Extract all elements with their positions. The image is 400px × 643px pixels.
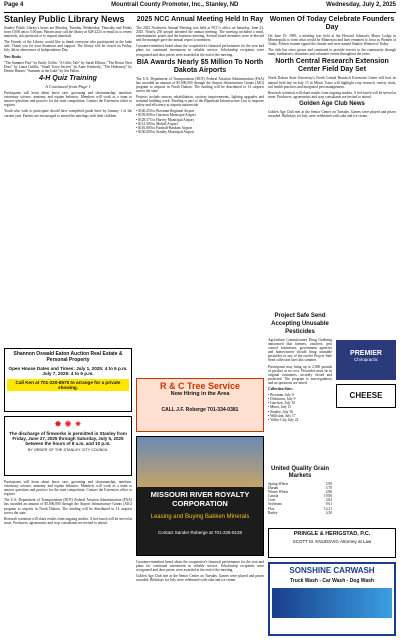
grain-markets-headline: United Quality Grain Markets [270,466,329,479]
shannon-title: Shannon Oswald Eaton Auction Real Estate & Personal Property [13,351,123,363]
airport-list-item: • $112,500 to Mohall Airport [136,121,178,126]
airport-list-item: • $116,000 to Parshall-Hankins Airport [136,125,193,130]
safe-send-headline: Project Safe Send Accepting Unusable Pesticides [271,313,329,335]
field-day-body-2: Research scientists will share results from ongoing studies. A free lunch will be served at noon. Producers, agronomists and crop consultants are invited to attend. [268,90,396,99]
quiz-body-2: Youth who wish to participate should have completed grade three by January 1 of the current year. Parents are encouraged to attend the meetings with their children. [4,109,132,118]
mrrc-phone: Contact Sander Roberge at 701-226-6128 [157,530,243,535]
library-body-2: The Friends of the Library would like to thank everyone who participated in the bake sale. Thank you for your donations and support. The library will be closed on Friday, July 4th in observance of Independence Day. [4,40,132,53]
safe-send-body-2: Participants may bring up to 2,000 pounds of product at no cost. Pesticides must be in original containers, securely closed and protected. The program is non-regulatory and no questions are asked. [268,364,332,385]
rc-title: R & C Tree Service [159,381,241,391]
ncc-headline: 2025 NCC Annual Meeting Held In Ray [136,16,264,23]
grain-price: 5.90 [325,482,332,486]
bottom-mid-text-2: Golden Age Club met at the Senior Center on Tuesday. Games were played and prizes awarded. Birthdays for July were celebrated with cake and ice cream. [136,574,264,583]
grain-row [268,511,332,515]
safe-send-site: • Stanley, July 16 [268,409,293,414]
grain-name: Barley [268,510,278,515]
safe-send-site: • Bowman, July 8 [268,393,294,398]
field-day-headline: North Central Research Extension Center Field Day Set [275,58,389,74]
shannon-phone: Call Ken at 701-220-8575 to arrange for a private showing. [7,379,129,391]
women-body-2: The club has since grown and continued to provide service to the community through many fundraisers, donations and volunteer events throughout the years. [268,48,396,57]
grain-name: Durum [268,486,279,491]
grain-markets [268,464,332,524]
grain-price: 9.61 [325,502,332,507]
grain-price: 4.86 [325,490,332,495]
grain-price: 3.82 [325,498,332,503]
lawyer-title: PRINGLE & HERIGSTAD, P.C. [293,531,371,537]
mrrc-subtitle: Leasing and Buying Bakken Minerals [150,514,250,520]
bottom-left-text: Participants will learn about horse care, grooming and showmanship, nutrition, veterinary science, anatomy and equine behavior. Members will work as a team to answer questions and practice for the state competition. Contact the Extension office to register. [4,480,132,497]
safe-send-site: • Valley City, July 22 [268,417,299,422]
grain-list [268,482,332,515]
mrrc-title: MISSOURI RIVER ROYALTY CORPORATION [150,490,250,508]
grain-name: Spring Wheat [268,482,288,486]
grain-price: 14.21 [323,506,332,511]
premier-title: PREMIER [350,350,382,357]
quiz-continued: A Continued from Page 1 [45,83,91,89]
new-books-list: "The Summer Pact" by Emily Giffin; "A Celtic Tale" by Sarah Ellison; "The House Next Door" by Laura Griffin; "Small Town Secrets" by Anne Kimberly; "The Hideaway" by Denise Hunter; "Summer at the Lake" by Jen Fallon. [4,60,132,73]
field-day-body-1: North Dakota State University's North Central Research Extension Center will host its annual field day on July 15 in Minot. Tours will highlight crop research, variety trials, soil health practices and integrated pest management. [268,76,396,89]
airport-body-1: The U.S. Department of Transportation (DOT) Federal Aviation Administration (FAA) has awarded an amount of $5,000,000 through the Airport Infrastructure Grants (AIG) program to airports in North Dakota. The funding will be distributed to 14 airports across the state. [136,76,264,93]
grain-price: 4.50 [325,510,332,515]
issue-date: Wednesday, July 2, 2025 [326,2,396,8]
bottom-mid-text: Customer-members heard about the cooperative's financial performance for the year and plans for continued investment in reliable service. Scholarship recipients were recognized and door prizes were awarded at the end of the meeting. [136,560,264,573]
column-safe-send [268,310,332,460]
bottom-left-text-2: The U.S. Department of Transportation (DOT) Federal Aviation Administration (FAA) has awarded an amount of $5,000,000 through the Airport Infrastructure Grants (AIG) program to airports in North Dakota. The funding will be distributed to 14 airports across the state. [4,498,132,515]
quiz-body-1: Participants will learn about horse care, grooming and showmanship, nutrition, veterinary science, anatomy and equine behavior. Members will work as a team to answer questions and practice for the state competition. Contact the Extension office to register. [4,91,132,108]
grain-name: Corn [268,498,276,503]
airport-headline: BIA Awards Nearly $5 Million To North Dakota Airports [136,58,264,74]
bottom-left-text-3: Research scientists will share results from ongoing studies. A free lunch will be served at noon. Producers, agronomists and crop consultants are invited to attend. [4,516,132,525]
ncc-body-2: Customer-members heard about the cooperative's financial performance for the year and plans for continued investment in reliable service. Scholarship recipients were recognized and door prizes were awarded at the end of the meeting. [136,44,264,57]
column-bottom-mid [136,560,264,636]
women-body-1: On June 19, 1985, a meeting was held at the Howard Johnson's Motor Lodge in Minneapolis to form what would be Minnesota and later renamed to Iowa as Women of Today. Fifteen women signed the charter and were named Stanley Women of Today. [268,34,396,47]
mrrc-ad [136,436,264,556]
women-headline: Women Of Today Celebrate Founders Day [269,16,395,31]
page-number: Page 4 [4,2,24,8]
safe-send-site: • Minot, July 15 [268,405,292,410]
safe-send-site: • Dickinson, July 9 [268,397,296,402]
sonshine-subtitle: Truck Wash - Car Wash - Dog Wash [290,578,374,584]
lawyer-ad [268,528,396,558]
premier-ad [336,340,396,380]
grain-name: Winter Wheat [268,490,289,495]
rc-phone: CALL J.F. Roberge 701-334-0381 [161,407,239,413]
grain-name: Soybeans [268,502,282,507]
page-header [4,2,396,13]
safe-send-body-1: Agriculture Commissioner Doug Goehring announced that farmers, ranchers, pest control businesses, government agencies and homeowners should bring unusable pesticides to any of the twelve Project Safe Send collection sites this summer. [268,338,332,363]
grain-name: Flax [268,506,275,511]
safe-send-list [268,393,332,422]
safe-send-site: • Williston, July 17 [268,413,296,418]
fireworks-icon: ✸ ✺ ✷ [54,419,82,429]
grain-price: 19.80 [323,494,332,499]
quiz-headline: 4-H Quiz Training [39,74,97,82]
shannon-dates: Open House Dates and Times: July 1, 2025: 4 to 6 p.m. July 7, 2025: 4 to 6 p.m. [8,366,128,376]
airport-body-2: Projects include runway rehabilitation, taxiway improvements, lighting upgrades and terminal building work. Funding is part of the Bipartisan Infrastructure Law to improve safety and efficiency at airports nationwide. [136,95,264,108]
safe-send-list-title: Collection Sites: [268,387,293,392]
library-headline: Stanley Public Library News [4,14,125,24]
rc-subtitle: Now Hiring in the Area [170,391,230,397]
airport-list-item: • $130,000 to Stanley Municipal Airport [136,129,194,134]
cheese-ad [336,384,396,408]
lawyer-subtitle: SCOTT M. KNUDSVIG Attorney at Law [292,539,372,544]
shannon-auction-ad [4,348,132,412]
rc-tree-ad [136,378,264,432]
column-women [268,14,396,314]
airport-list [136,109,264,134]
airport-list-item: • $140,250 to Bowman Regional Airport [136,109,195,114]
airport-list-item: • $159,000 to Garrison Municipal Airport [136,113,196,118]
fireworks-text: The discharge of fireworks is permitted in Stanley from Friday, June 27, 2025 through Saturday, July 5, 2025 between the hours of 8 a.m. and 10 p.m. [9,431,127,446]
fireworks-order: BY ORDER OF THE STANLEY CITY COUNCIL [27,448,109,452]
mrrc-photo [137,437,263,487]
cheese-title: CHEESE [349,391,383,400]
grain-name: Canola [268,494,279,499]
column-library [4,14,132,344]
new-books-title: New Books [4,54,22,59]
paper-name: Mountrail County Promoter, Inc., Stanley, ND [111,2,239,8]
column-bottom-left [4,480,132,636]
fireworks-ad [4,416,132,476]
library-body-1: Stanley Public Library's hours are Monday, Tuesday, Wednesday, Thursday and Friday from 10:00 am to 5:00 pm. Patrons may call the library at 628-2223 or email us to renew materials, ask questions or to request materials. [4,26,132,39]
airport-list-item: • $128,575 to Harvey Municipal Airport [136,117,194,122]
column-ncc [136,14,264,334]
grain-price: 5.70 [325,486,332,491]
golden-age-body: Golden Age Club met at the Senior Center on Tuesday. Games were played and prizes awarded. Birthdays for July were celebrated with cake and ice cream. [268,109,396,119]
premier-subtitle: Chiropractic [353,357,378,362]
golden-age-headline: Golden Age Club News [299,100,365,107]
sonshine-ad [268,562,396,636]
sonshine-photo [272,588,392,618]
ncc-body-1: The 2025 Northwest Annual Meeting was held at NCC's office on Saturday, June 21, 2025. Nearly 250 people attended the annual meeting. The meeting included a meal, entertainment, prizes and the business meeting. Several board members were re-elected and the manager gave the annual report to members. [136,26,264,43]
safe-send-site: • Garrison, July 10 [268,401,296,406]
sonshine-title: SONSHINE CARWASH [289,566,375,575]
